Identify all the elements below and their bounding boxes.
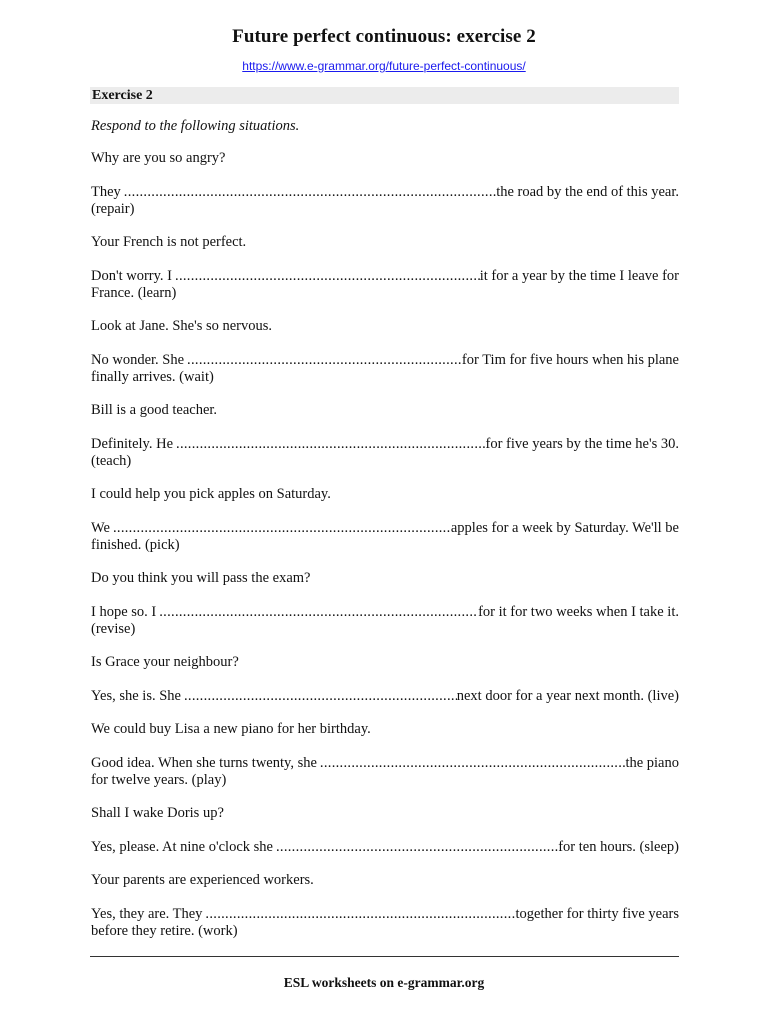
answer-lead: Don't worry. I: [91, 268, 173, 284]
situation-prompt: Shall I wake Doris up?: [91, 805, 224, 821]
answer-continuation: (revise): [91, 621, 136, 637]
answer-blank[interactable]: [317, 755, 626, 772]
situation-prompt: Look at Jane. She's so nervous.: [91, 318, 273, 334]
answer-lead: Good idea. When she turns twenty, she: [91, 755, 317, 771]
answer-tail: for ten hours. (sleep): [558, 839, 679, 855]
answer-tail: the piano: [625, 755, 679, 771]
answer-blank[interactable]: [273, 839, 558, 856]
footer-divider: [90, 956, 679, 957]
answer-blank[interactable]: [184, 352, 462, 369]
exercise-item: [91, 570, 679, 638]
exercise-item: [91, 234, 679, 302]
answer-line: [91, 184, 679, 218]
answer-continuation: France. (learn): [91, 285, 177, 301]
answer-blank[interactable]: [156, 604, 478, 621]
exercise-item: [91, 486, 679, 554]
situation-prompt: Why are you so angry?: [91, 150, 226, 166]
answer-tail: for five years by the time he's 30.: [485, 436, 679, 452]
answer-lead: Yes, they are. They: [91, 906, 203, 922]
answer-line: [91, 688, 679, 705]
answer-tail: next door for a year next month. (live): [456, 688, 679, 704]
answer-continuation: (repair): [91, 201, 135, 217]
answer-line: [91, 436, 679, 470]
exercise-item: [91, 318, 679, 386]
page-title: Future perfect continuous: exercise 2: [232, 26, 536, 47]
exercise-item: [91, 402, 679, 470]
situation-prompt: Do you think you will pass the exam?: [91, 570, 311, 586]
situation-prompt: Your French is not perfect.: [91, 234, 247, 250]
exercise-item: [91, 872, 679, 940]
answer-tail: the road by the end of this year.: [496, 184, 679, 200]
exercise-item: [91, 805, 679, 856]
exercise-item: [91, 721, 679, 789]
situation-prompt: Is Grace your neighbour?: [91, 654, 239, 670]
situation-prompt: I could help you pick apples on Saturday.: [91, 486, 331, 502]
exercise-item: [91, 654, 679, 705]
answer-continuation: finished. (pick): [91, 537, 180, 553]
answer-lead: We: [91, 520, 110, 536]
answer-blank[interactable]: [121, 184, 496, 201]
answer-blank[interactable]: [173, 436, 486, 453]
answer-continuation: finally arrives. (wait): [91, 369, 214, 385]
answer-line: [91, 839, 679, 856]
answer-lead: Definitely. He: [91, 436, 174, 452]
source-link[interactable]: https://www.e-grammar.org/future-perfect-continuous/: [242, 59, 526, 73]
answer-line: [91, 604, 679, 638]
answer-line: [91, 268, 679, 302]
answer-lead: No wonder. She: [91, 352, 185, 368]
answer-line: [91, 352, 679, 386]
answer-line: [91, 520, 679, 554]
answer-tail: apples for a week by Saturday. We'll be: [450, 520, 679, 536]
answer-tail: together for thirty five years: [515, 906, 679, 922]
answer-lead: I hope so. I: [91, 604, 157, 620]
situation-prompt: Bill is a good teacher.: [91, 402, 218, 418]
answer-line: [91, 906, 679, 940]
answer-lead: Yes, she is. She: [91, 688, 181, 704]
answer-line: [91, 755, 679, 789]
answer-blank[interactable]: [181, 688, 457, 705]
answer-tail: it for a year by the time I leave for: [479, 268, 679, 284]
answer-lead: They: [91, 184, 121, 200]
situation-prompt: Your parents are experienced workers.: [91, 872, 314, 888]
answer-blank[interactable]: [172, 268, 480, 285]
answer-continuation: before they retire. (work): [91, 923, 238, 939]
page-footer: ESL worksheets on e-grammar.org: [283, 975, 485, 990]
answer-tail: for Tim for five hours when his plane: [461, 352, 679, 368]
exercise-item: [91, 150, 679, 218]
answer-continuation: (teach): [91, 453, 132, 469]
exercise-heading: Exercise 2: [90, 87, 679, 104]
answer-lead: Yes, please. At nine o'clock she: [91, 839, 273, 855]
answer-blank[interactable]: [202, 906, 515, 923]
answer-continuation: for twelve years. (play): [91, 772, 227, 788]
exercise-items: [91, 150, 679, 956]
answer-blank[interactable]: [110, 520, 451, 537]
exercise-instruction: Respond to the following situations.: [91, 118, 300, 134]
answer-tail: for it for two weeks when I take it.: [478, 604, 679, 620]
situation-prompt: We could buy Lisa a new piano for her birthday.: [91, 721, 371, 737]
